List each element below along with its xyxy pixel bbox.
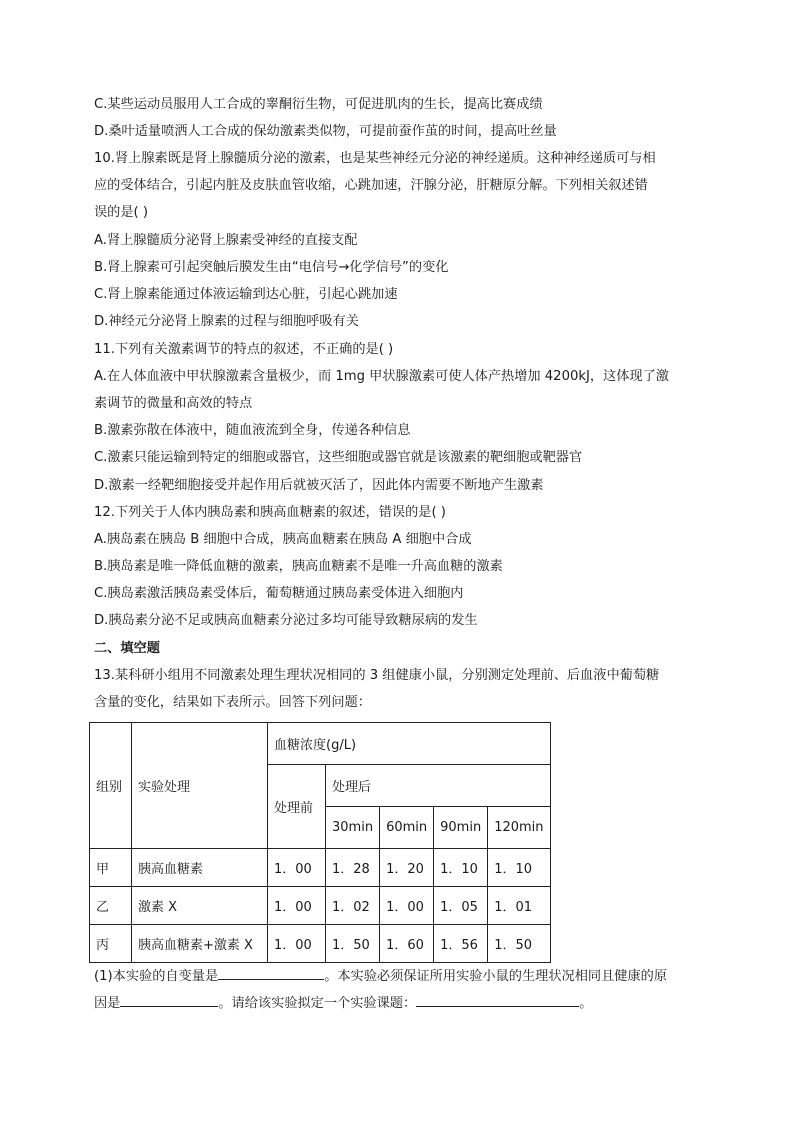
option-12b: B.胰岛素是唯一降低血糖的激素，胰高血糖素不是唯一升高血糖的激素 [94,559,503,574]
option-11d: D.激素一经靶细胞接受并起作用后就被灭活了，因此体内需要不断地产生激素 [94,478,544,493]
cell-group: 丙 [90,925,132,963]
cell-value: 1．50 [488,925,550,963]
q13-text: (1)本实验的自变量是 [94,969,219,984]
cell-value: 1．50 [326,925,380,963]
option-11a: 素调节的微量和高效的特点 [94,396,253,411]
table-row [90,887,551,925]
cell-value: 1．00 [380,887,434,925]
option-10c: C.肾上腺素能通过体液运输到达心脏，引起心跳加速 [94,287,398,302]
option-10a: A.肾上腺髓质分泌肾上腺素受神经的直接支配 [94,233,358,248]
header-glucose: 血糖浓度(g/L) [268,723,551,765]
answer-blank[interactable] [416,992,579,1007]
header-treatment: 实验处理 [132,723,268,849]
cell-value: 1．00 [268,925,326,963]
cell-value: 1．05 [434,887,488,925]
cell-treatment: 胰高血糖素+激素 X [132,925,268,963]
q13-text: 。请给该实验拟定一个实验课题： [218,996,417,1011]
option-12d: D.胰岛素分泌不足或胰高血糖素分泌过多均可能导致糖尿病的发生 [94,613,478,628]
question-13-part1 [94,992,592,1014]
cell-treatment: 胰高血糖素 [132,849,268,887]
cell-value: 1．02 [326,887,380,925]
question-13-stem: 13.某科研小组用不同激素处理生理状况相同的 3 组健康小鼠，分别测定处理前、后血液中葡萄糖 [94,668,660,683]
option-12c: C.胰岛素激活胰岛素受体后，葡萄糖通过胰岛素受体进入细胞内 [94,586,464,601]
cell-value: 1．28 [326,849,380,887]
table-row [90,849,551,887]
question-13-part1 [94,965,667,987]
cell-value: 1．10 [434,849,488,887]
question-12-stem: 12.下列关于人体内胰岛素和胰高血糖素的叙述，错误的是( ) [94,505,446,520]
header-time: 120min [488,807,550,849]
cell-group: 甲 [90,849,132,887]
results-table [89,722,551,963]
table-row [90,925,551,963]
header-time: 90min [434,807,488,849]
cell-value: 1．00 [268,849,326,887]
cell-value: 1．60 [380,925,434,963]
question-10-stem: 误的是( ) [94,205,149,220]
question-10-stem: 10.肾上腺素既是肾上腺髓质分泌的激素，也是某些神经元分泌的神经递质。这种神经递质可与相 [94,151,656,166]
option-9c: C.某些运动员服用人工合成的睾酮衍生物，可促进肌肉的生长，提高比赛成绩 [94,97,543,112]
header-group: 组别 [90,723,132,849]
option-11c: C.激素只能运输到特定的细胞或器官，这些细胞或器官就是该激素的靶细胞或靶器官 [94,450,583,465]
q13-text: 。本实验必须保证所用实验小鼠的生理状况相同且健康的原 [324,969,668,984]
q13-text: 因是 [94,996,121,1011]
option-12a: A.胰岛素在胰岛 B 细胞中合成，胰高血糖素在胰岛 A 细胞中合成 [94,532,472,547]
cell-group: 乙 [90,887,132,925]
option-10d: D.神经元分泌肾上腺素的过程与细胞呼吸有关 [94,314,359,329]
cell-value: 1．20 [380,849,434,887]
header-after: 处理后 [326,765,551,807]
cell-value: 1．56 [434,925,488,963]
answer-blank[interactable] [120,992,218,1007]
cell-value: 1．00 [268,887,326,925]
question-11-stem: 11.下列有关激素调节的特点的叙述，不正确的是( ) [94,342,394,357]
header-time: 30min [326,807,380,849]
cell-value: 1．01 [488,887,550,925]
header-before: 处理前 [268,765,326,849]
cell-treatment: 激素 X [132,887,268,925]
section-heading: 二、填空题 [94,641,160,656]
question-13-stem: 含量的变化，结果如下表所示。回答下列问题： [94,695,371,710]
header-time: 60min [380,807,434,849]
option-9d: D.桑叶适量喷洒人工合成的保幼激素类似物，可提前蚕作茧的时间，提高吐丝量 [94,124,557,139]
cell-value: 1．10 [488,849,550,887]
question-10-stem: 应的受体结合，引起内脏及皮肤血管收缩，心跳加速，汗腺分泌，肝糖原分解。下列相关叙述错 [94,178,648,193]
answer-blank[interactable] [218,965,324,980]
option-11b: B.激素弥散在体液中，随血液流到全身，传递各种信息 [94,423,411,438]
q13-text: 。 [579,996,593,1011]
option-10b: B.肾上腺素可引起突触后膜发生由“电信号→化学信号”的变化 [94,260,449,275]
option-11a: A.在人体血液中甲状腺激素含量极少，而 1mg 甲状腺激素可使人体产热增加 4200kJ，这体现了激 [94,369,669,384]
